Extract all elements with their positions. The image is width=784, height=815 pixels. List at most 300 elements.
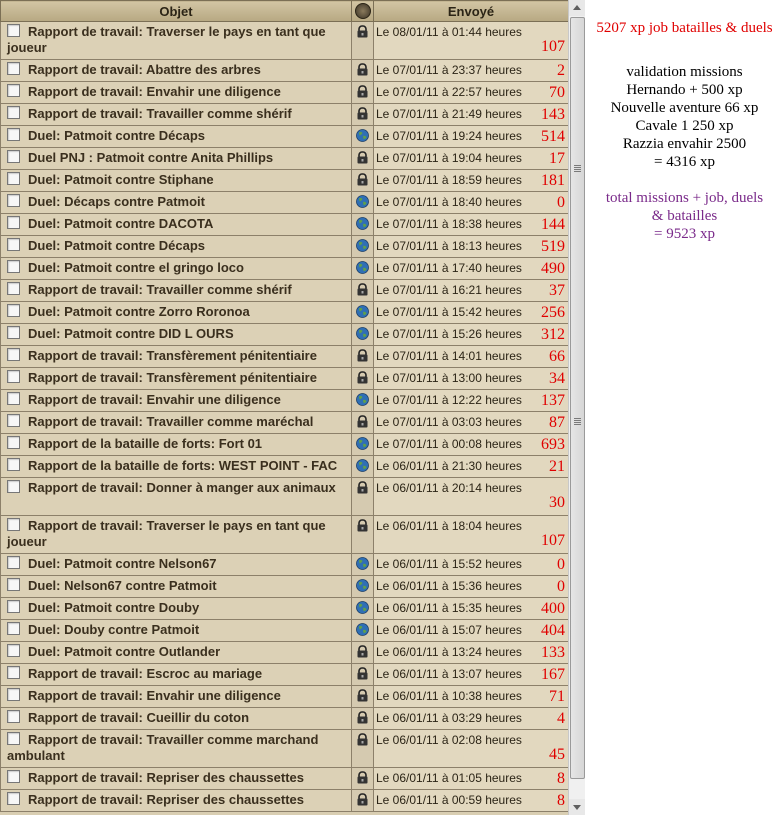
row-subject-cell[interactable] bbox=[1, 576, 352, 598]
row-checkbox[interactable] bbox=[7, 556, 20, 569]
row-date: Le 07/01/11 à 17:40 heures bbox=[376, 261, 522, 275]
row-subject[interactable]: Rapport de travail: Envahir une diligence bbox=[28, 392, 281, 407]
row-sent-cell bbox=[374, 412, 569, 434]
row-sent-cell bbox=[374, 368, 569, 390]
lock-icon bbox=[356, 63, 369, 76]
row-subject-cell[interactable] bbox=[1, 730, 352, 768]
row-subject-cell[interactable] bbox=[1, 148, 352, 170]
row-xp-annotation: 34 bbox=[549, 370, 565, 387]
row-checkbox[interactable] bbox=[7, 666, 20, 679]
globe-icon bbox=[356, 393, 369, 406]
row-xp-annotation: 137 bbox=[541, 392, 565, 409]
row-checkbox[interactable] bbox=[7, 518, 20, 531]
lock-icon bbox=[356, 667, 369, 680]
row-subject[interactable]: Duel: Patmoit contre Nelson67 bbox=[28, 556, 217, 571]
row-subject-cell[interactable] bbox=[1, 214, 352, 236]
row-subject[interactable]: Duel: Patmoit contre DACOTA bbox=[28, 216, 214, 231]
row-subject[interactable]: Rapport de travail: Traverser le pays en tant que joueur bbox=[7, 24, 326, 55]
row-xp-annotation: 0 bbox=[557, 578, 565, 595]
row-xp-annotation: 133 bbox=[541, 644, 565, 661]
row-status-cell bbox=[352, 126, 374, 148]
row-checkbox[interactable] bbox=[7, 578, 20, 591]
row-subject[interactable]: Rapport de travail: Envahir une diligence bbox=[28, 688, 281, 703]
row-subject-cell[interactable] bbox=[1, 170, 352, 192]
row-checkbox[interactable] bbox=[7, 644, 20, 657]
table-row[interactable] bbox=[1, 434, 569, 456]
row-checkbox[interactable] bbox=[7, 24, 20, 37]
row-subject-cell[interactable] bbox=[1, 664, 352, 686]
row-sent-cell bbox=[374, 686, 569, 708]
row-status-cell bbox=[352, 368, 374, 390]
row-xp-annotation: 45 bbox=[549, 746, 565, 763]
row-sent-cell bbox=[374, 554, 569, 576]
row-checkbox[interactable] bbox=[7, 436, 20, 449]
row-subject[interactable]: Rapport de travail: Envahir une diligence bbox=[28, 84, 281, 99]
row-subject[interactable]: Rapport de travail: Travailler comme shérif bbox=[28, 282, 292, 297]
row-subject[interactable]: Duel: Patmoit contre Outlander bbox=[28, 644, 221, 659]
row-date: Le 06/01/11 à 02:08 heures bbox=[376, 733, 522, 747]
row-status-cell bbox=[352, 478, 374, 516]
row-subject[interactable]: Duel: Patmoit contre Zorro Roronoa bbox=[28, 304, 250, 319]
row-date: Le 07/01/11 à 00:08 heures bbox=[376, 437, 522, 451]
row-checkbox[interactable] bbox=[7, 732, 20, 745]
row-subject-cell[interactable] bbox=[1, 554, 352, 576]
row-subject-cell[interactable] bbox=[1, 478, 352, 516]
row-date: Le 07/01/11 à 03:03 heures bbox=[376, 415, 522, 429]
table-row[interactable] bbox=[1, 60, 569, 82]
row-xp-annotation: 17 bbox=[549, 150, 565, 167]
lock-icon bbox=[356, 25, 369, 38]
table-row[interactable] bbox=[1, 456, 569, 478]
table-row[interactable] bbox=[1, 620, 569, 642]
row-checkbox[interactable] bbox=[7, 600, 20, 613]
row-status-cell bbox=[352, 516, 374, 554]
lock-icon bbox=[356, 519, 369, 532]
row-sent-cell bbox=[374, 516, 569, 554]
row-date: Le 07/01/11 à 12:22 heures bbox=[376, 393, 522, 407]
row-status-cell bbox=[352, 434, 374, 456]
row-status-cell bbox=[352, 302, 374, 324]
row-sent-cell bbox=[374, 214, 569, 236]
table-row[interactable] bbox=[1, 324, 569, 346]
row-status-cell bbox=[352, 768, 374, 790]
row-xp-annotation: 400 bbox=[541, 600, 565, 617]
row-subject-cell[interactable] bbox=[1, 642, 352, 664]
row-sent-cell bbox=[374, 434, 569, 456]
row-subject-cell[interactable] bbox=[1, 104, 352, 126]
row-status-cell bbox=[352, 412, 374, 434]
row-status-cell bbox=[352, 104, 374, 126]
lock-icon bbox=[356, 151, 369, 164]
table-row[interactable] bbox=[1, 302, 569, 324]
vertical-scrollbar[interactable] bbox=[568, 0, 585, 815]
column-header-icon[interactable] bbox=[352, 1, 374, 22]
row-sent-cell bbox=[374, 126, 569, 148]
lock-icon bbox=[356, 85, 369, 98]
row-date: Le 07/01/11 à 18:13 heures bbox=[376, 239, 522, 253]
table-row[interactable] bbox=[1, 280, 569, 302]
mission-line: Razzia envahir 2500 bbox=[622, 136, 747, 152]
row-xp-annotation: 143 bbox=[541, 106, 565, 123]
row-date: Le 07/01/11 à 21:49 heures bbox=[376, 107, 522, 121]
row-subject-cell[interactable] bbox=[1, 412, 352, 434]
row-checkbox[interactable] bbox=[7, 370, 20, 383]
row-date: Le 06/01/11 à 10:38 heures bbox=[376, 689, 522, 703]
row-subject[interactable]: Duel: Patmoit contre Décaps bbox=[28, 128, 205, 143]
row-date: Le 06/01/11 à 15:52 heures bbox=[376, 557, 522, 571]
row-status-cell bbox=[352, 324, 374, 346]
row-subject-cell[interactable] bbox=[1, 280, 352, 302]
row-checkbox[interactable] bbox=[7, 194, 20, 207]
row-date: Le 07/01/11 à 16:21 heures bbox=[376, 283, 522, 297]
row-subject[interactable]: Duel: Patmoit contre Douby bbox=[28, 600, 200, 615]
row-sent-cell bbox=[374, 576, 569, 598]
row-subject-cell[interactable] bbox=[1, 768, 352, 790]
table-row[interactable] bbox=[1, 730, 569, 768]
row-checkbox[interactable] bbox=[7, 770, 20, 783]
row-sent-cell bbox=[374, 642, 569, 664]
table-row[interactable] bbox=[1, 82, 569, 104]
row-subject-cell[interactable] bbox=[1, 60, 352, 82]
row-subject[interactable]: Duel: Douby contre Patmoit bbox=[28, 622, 200, 637]
row-date: Le 06/01/11 à 03:29 heures bbox=[376, 711, 522, 725]
table-row[interactable] bbox=[1, 258, 569, 280]
row-status-cell bbox=[352, 148, 374, 170]
row-sent-cell bbox=[374, 280, 569, 302]
row-xp-annotation: 87 bbox=[549, 414, 565, 431]
row-subject[interactable]: Rapport de travail: Transfèrement pénitentiaire bbox=[28, 370, 317, 385]
row-subject-cell[interactable] bbox=[1, 434, 352, 456]
table-row[interactable] bbox=[1, 192, 569, 214]
row-checkbox[interactable] bbox=[7, 106, 20, 119]
row-sent-cell bbox=[374, 346, 569, 368]
row-date: Le 07/01/11 à 19:24 heures bbox=[376, 129, 522, 143]
row-status-cell bbox=[352, 642, 374, 664]
table-row[interactable] bbox=[1, 236, 569, 258]
row-checkbox[interactable] bbox=[7, 688, 20, 701]
row-subject-cell[interactable] bbox=[1, 324, 352, 346]
row-date: Le 06/01/11 à 18:04 heures bbox=[376, 519, 522, 533]
row-sent-cell bbox=[374, 456, 569, 478]
lock-icon bbox=[356, 771, 369, 784]
row-subject-cell[interactable] bbox=[1, 790, 352, 812]
table-row[interactable] bbox=[1, 598, 569, 620]
row-xp-annotation: 312 bbox=[541, 326, 565, 343]
row-date: Le 06/01/11 à 13:07 heures bbox=[376, 667, 522, 681]
table-row[interactable] bbox=[1, 346, 569, 368]
row-xp-annotation: 66 bbox=[549, 348, 565, 365]
row-sent-cell bbox=[374, 390, 569, 412]
row-date: Le 07/01/11 à 23:37 heures bbox=[376, 63, 522, 77]
row-checkbox[interactable] bbox=[7, 172, 20, 185]
row-xp-annotation: 4 bbox=[557, 710, 565, 727]
table-row[interactable] bbox=[1, 642, 569, 664]
row-sent-cell bbox=[374, 664, 569, 686]
row-date: Le 08/01/11 à 01:44 heures bbox=[376, 25, 522, 39]
row-xp-annotation: 490 bbox=[541, 260, 565, 277]
row-date: Le 07/01/11 à 13:00 heures bbox=[376, 371, 522, 385]
row-subject-cell[interactable] bbox=[1, 82, 352, 104]
row-subject-cell[interactable] bbox=[1, 236, 352, 258]
table-row[interactable] bbox=[1, 148, 569, 170]
row-status-cell bbox=[352, 620, 374, 642]
lock-icon bbox=[356, 415, 369, 428]
row-subject[interactable]: Rapport de travail: Transfèrement pénitentiaire bbox=[28, 348, 317, 363]
row-sent-cell bbox=[374, 730, 569, 768]
row-subject[interactable]: Rapport de travail: Repriser des chaussettes bbox=[28, 792, 304, 807]
row-xp-annotation: 519 bbox=[541, 238, 565, 255]
lock-icon bbox=[356, 711, 369, 724]
globe-icon bbox=[356, 261, 369, 274]
row-sent-cell bbox=[374, 620, 569, 642]
row-subject[interactable]: Duel: Patmoit contre el gringo loco bbox=[28, 260, 244, 275]
row-subject-cell[interactable] bbox=[1, 516, 352, 554]
globe-icon bbox=[356, 623, 369, 636]
row-xp-annotation: 71 bbox=[549, 688, 565, 705]
table-row[interactable] bbox=[1, 708, 569, 730]
globe-icon bbox=[356, 459, 369, 472]
table-row[interactable] bbox=[1, 368, 569, 390]
row-status-cell bbox=[352, 790, 374, 812]
globe-icon bbox=[356, 601, 369, 614]
row-subject[interactable]: Duel: Patmoit contre Stiphane bbox=[28, 172, 214, 187]
row-checkbox[interactable] bbox=[7, 480, 20, 493]
row-status-cell bbox=[352, 236, 374, 258]
row-subject[interactable]: Rapport de travail: Repriser des chaussettes bbox=[28, 770, 304, 785]
row-checkbox[interactable] bbox=[7, 348, 20, 361]
row-sent-cell bbox=[374, 302, 569, 324]
row-status-cell bbox=[352, 576, 374, 598]
row-subject[interactable]: Rapport de travail: Cueillir du coton bbox=[28, 710, 250, 725]
table-row[interactable] bbox=[1, 686, 569, 708]
row-status-cell bbox=[352, 60, 374, 82]
row-sent-cell bbox=[374, 148, 569, 170]
row-subject[interactable]: Rapport de travail: Traverser le pays en tant que joueur bbox=[7, 518, 326, 549]
row-date: Le 07/01/11 à 18:59 heures bbox=[376, 173, 522, 187]
row-status-cell bbox=[352, 390, 374, 412]
row-status-cell bbox=[352, 708, 374, 730]
table-row[interactable] bbox=[1, 554, 569, 576]
row-date: Le 07/01/11 à 19:04 heures bbox=[376, 151, 522, 165]
row-xp-annotation: 514 bbox=[541, 128, 565, 145]
lock-icon bbox=[356, 173, 369, 186]
row-sent-cell bbox=[374, 60, 569, 82]
row-xp-annotation: 8 bbox=[557, 770, 565, 787]
row-xp-annotation: 70 bbox=[549, 84, 565, 101]
scroll-down-arrow[interactable] bbox=[569, 799, 585, 815]
row-sent-cell bbox=[374, 258, 569, 280]
table-row[interactable] bbox=[1, 170, 569, 192]
row-checkbox[interactable] bbox=[7, 62, 20, 75]
table-row[interactable] bbox=[1, 516, 569, 554]
row-subject-cell[interactable] bbox=[1, 390, 352, 412]
row-xp-annotation: 107 bbox=[541, 38, 565, 55]
row-subject-cell[interactable] bbox=[1, 192, 352, 214]
mission-line: Cavale 1 250 xp bbox=[635, 118, 734, 134]
row-subject-cell[interactable] bbox=[1, 368, 352, 390]
row-subject-cell[interactable] bbox=[1, 346, 352, 368]
row-date: Le 07/01/11 à 18:40 heures bbox=[376, 195, 522, 209]
row-checkbox[interactable] bbox=[7, 392, 20, 405]
table-row[interactable] bbox=[1, 664, 569, 686]
globe-icon bbox=[356, 557, 369, 570]
row-date: Le 07/01/11 à 15:42 heures bbox=[376, 305, 522, 319]
row-xp-annotation: 2 bbox=[557, 62, 565, 79]
row-checkbox[interactable] bbox=[7, 260, 20, 273]
globe-icon bbox=[356, 579, 369, 592]
row-checkbox[interactable] bbox=[7, 216, 20, 229]
row-subject-cell[interactable] bbox=[1, 126, 352, 148]
row-xp-annotation: 144 bbox=[541, 216, 565, 233]
row-checkbox[interactable] bbox=[7, 304, 20, 317]
status-column-icon bbox=[355, 3, 371, 19]
row-subject[interactable]: Rapport de travail: Travailler comme marchand ambulant bbox=[7, 732, 319, 763]
row-subject[interactable]: Duel: Patmoit contre DID L OURS bbox=[28, 326, 234, 341]
row-status-cell bbox=[352, 214, 374, 236]
row-status-cell bbox=[352, 554, 374, 576]
column-header-sent[interactable]: Envoyé bbox=[374, 1, 569, 22]
table-row[interactable] bbox=[1, 768, 569, 790]
row-status-cell bbox=[352, 456, 374, 478]
row-subject[interactable]: Rapport de travail: Donner à manger aux animaux bbox=[28, 480, 336, 495]
row-subject[interactable]: Duel PNJ : Patmoit contre Anita Phillips bbox=[28, 150, 274, 165]
row-status-cell bbox=[352, 22, 374, 60]
row-status-cell bbox=[352, 664, 374, 686]
row-date: Le 06/01/11 à 15:35 heures bbox=[376, 601, 522, 615]
row-xp-annotation: 0 bbox=[557, 556, 565, 573]
globe-icon bbox=[356, 239, 369, 252]
job-xp-total: 5207 xp job batailles & duels bbox=[596, 20, 773, 36]
row-sent-cell bbox=[374, 22, 569, 60]
table-row[interactable] bbox=[1, 390, 569, 412]
row-date: Le 07/01/11 à 18:38 heures bbox=[376, 217, 522, 231]
row-subject[interactable]: Duel: Patmoit contre Décaps bbox=[28, 238, 205, 253]
row-checkbox[interactable] bbox=[7, 150, 20, 163]
row-subject[interactable]: Duel: Décaps contre Patmoit bbox=[28, 194, 205, 209]
row-subject[interactable]: Rapport de travail: Travailler comme maréchal bbox=[28, 414, 314, 429]
row-checkbox[interactable] bbox=[7, 282, 20, 295]
row-subject[interactable]: Rapport de travail: Travailler comme shérif bbox=[28, 106, 292, 121]
table-row[interactable] bbox=[1, 576, 569, 598]
lock-icon bbox=[356, 283, 369, 296]
row-status-cell bbox=[352, 170, 374, 192]
scrollbar-thumb[interactable] bbox=[570, 17, 585, 779]
grand-total: = 9523 xp bbox=[654, 226, 715, 242]
row-xp-annotation: 181 bbox=[541, 172, 565, 189]
lock-icon bbox=[356, 793, 369, 806]
scrollbar-grip-icon bbox=[574, 418, 581, 425]
row-status-cell bbox=[352, 280, 374, 302]
row-subject-cell[interactable] bbox=[1, 598, 352, 620]
row-sent-cell bbox=[374, 598, 569, 620]
row-xp-annotation: 693 bbox=[541, 436, 565, 453]
row-date: Le 06/01/11 à 15:36 heures bbox=[376, 579, 522, 593]
table-row[interactable] bbox=[1, 214, 569, 236]
table-row[interactable] bbox=[1, 412, 569, 434]
row-status-cell bbox=[352, 258, 374, 280]
row-subject-cell[interactable] bbox=[1, 620, 352, 642]
lock-icon bbox=[356, 689, 369, 702]
mission-line: Hernando + 500 xp bbox=[626, 82, 743, 98]
lock-icon bbox=[356, 107, 369, 120]
lock-icon bbox=[356, 645, 369, 658]
row-subject[interactable]: Duel: Nelson67 contre Patmoit bbox=[28, 578, 217, 593]
row-date: Le 06/01/11 à 00:59 heures bbox=[376, 793, 522, 807]
row-checkbox[interactable] bbox=[7, 458, 20, 471]
row-checkbox[interactable] bbox=[7, 326, 20, 339]
row-checkbox[interactable] bbox=[7, 238, 20, 251]
globe-icon bbox=[356, 217, 369, 230]
row-date: Le 06/01/11 à 15:07 heures bbox=[376, 623, 522, 637]
row-xp-annotation: 21 bbox=[549, 458, 565, 475]
globe-icon bbox=[356, 195, 369, 208]
column-header-subject[interactable]: Objet bbox=[1, 1, 352, 22]
row-sent-cell bbox=[374, 790, 569, 812]
row-subject-cell[interactable] bbox=[1, 456, 352, 478]
row-checkbox[interactable] bbox=[7, 128, 20, 141]
row-status-cell bbox=[352, 730, 374, 768]
row-status-cell bbox=[352, 82, 374, 104]
lock-icon bbox=[356, 481, 369, 494]
scrollbar-grip-icon bbox=[574, 165, 581, 172]
table-row[interactable] bbox=[1, 22, 569, 60]
row-subject[interactable]: Rapport de travail: Abattre des arbres bbox=[28, 62, 261, 77]
row-status-cell bbox=[352, 346, 374, 368]
grand-total-title: total missions + job, duels & batailles bbox=[605, 190, 764, 224]
row-subject[interactable]: Rapport de travail: Escroc au mariage bbox=[28, 666, 263, 681]
row-checkbox[interactable] bbox=[7, 84, 20, 97]
table-row[interactable] bbox=[1, 478, 569, 516]
globe-icon bbox=[356, 327, 369, 340]
row-checkbox[interactable] bbox=[7, 622, 20, 635]
globe-icon bbox=[356, 437, 369, 450]
lock-icon bbox=[356, 371, 369, 384]
row-subject[interactable]: Rapport de la bataille de forts: WEST POINT - FAC bbox=[28, 458, 338, 473]
row-checkbox[interactable] bbox=[7, 710, 20, 723]
row-subject-cell[interactable] bbox=[1, 708, 352, 730]
table-header-row bbox=[1, 1, 569, 22]
table-row[interactable] bbox=[1, 104, 569, 126]
xp-summary-notes bbox=[585, 0, 784, 243]
row-subject-cell[interactable] bbox=[1, 258, 352, 280]
row-subject-cell[interactable] bbox=[1, 22, 352, 60]
row-sent-cell bbox=[374, 104, 569, 126]
table-row[interactable] bbox=[1, 790, 569, 812]
row-date: Le 07/01/11 à 15:26 heures bbox=[376, 327, 522, 341]
missions-total: = 4316 xp bbox=[654, 154, 715, 170]
row-sent-cell bbox=[374, 82, 569, 104]
globe-icon bbox=[356, 129, 369, 142]
row-subject-cell[interactable] bbox=[1, 302, 352, 324]
table-row[interactable] bbox=[1, 126, 569, 148]
row-status-cell bbox=[352, 686, 374, 708]
row-checkbox[interactable] bbox=[7, 414, 20, 427]
row-subject-cell[interactable] bbox=[1, 686, 352, 708]
row-status-cell bbox=[352, 192, 374, 214]
row-sent-cell bbox=[374, 478, 569, 516]
row-sent-cell bbox=[374, 192, 569, 214]
row-xp-annotation: 404 bbox=[541, 622, 565, 639]
scroll-up-arrow[interactable] bbox=[569, 0, 585, 16]
row-subject[interactable]: Rapport de la bataille de forts: Fort 01 bbox=[28, 436, 263, 451]
row-date: Le 06/01/11 à 21:30 heures bbox=[376, 459, 522, 473]
row-checkbox[interactable] bbox=[7, 792, 20, 805]
row-xp-annotation: 0 bbox=[557, 194, 565, 211]
row-xp-annotation: 107 bbox=[541, 532, 565, 549]
row-sent-cell bbox=[374, 170, 569, 192]
row-date: Le 07/01/11 à 14:01 heures bbox=[376, 349, 522, 363]
row-sent-cell bbox=[374, 324, 569, 346]
